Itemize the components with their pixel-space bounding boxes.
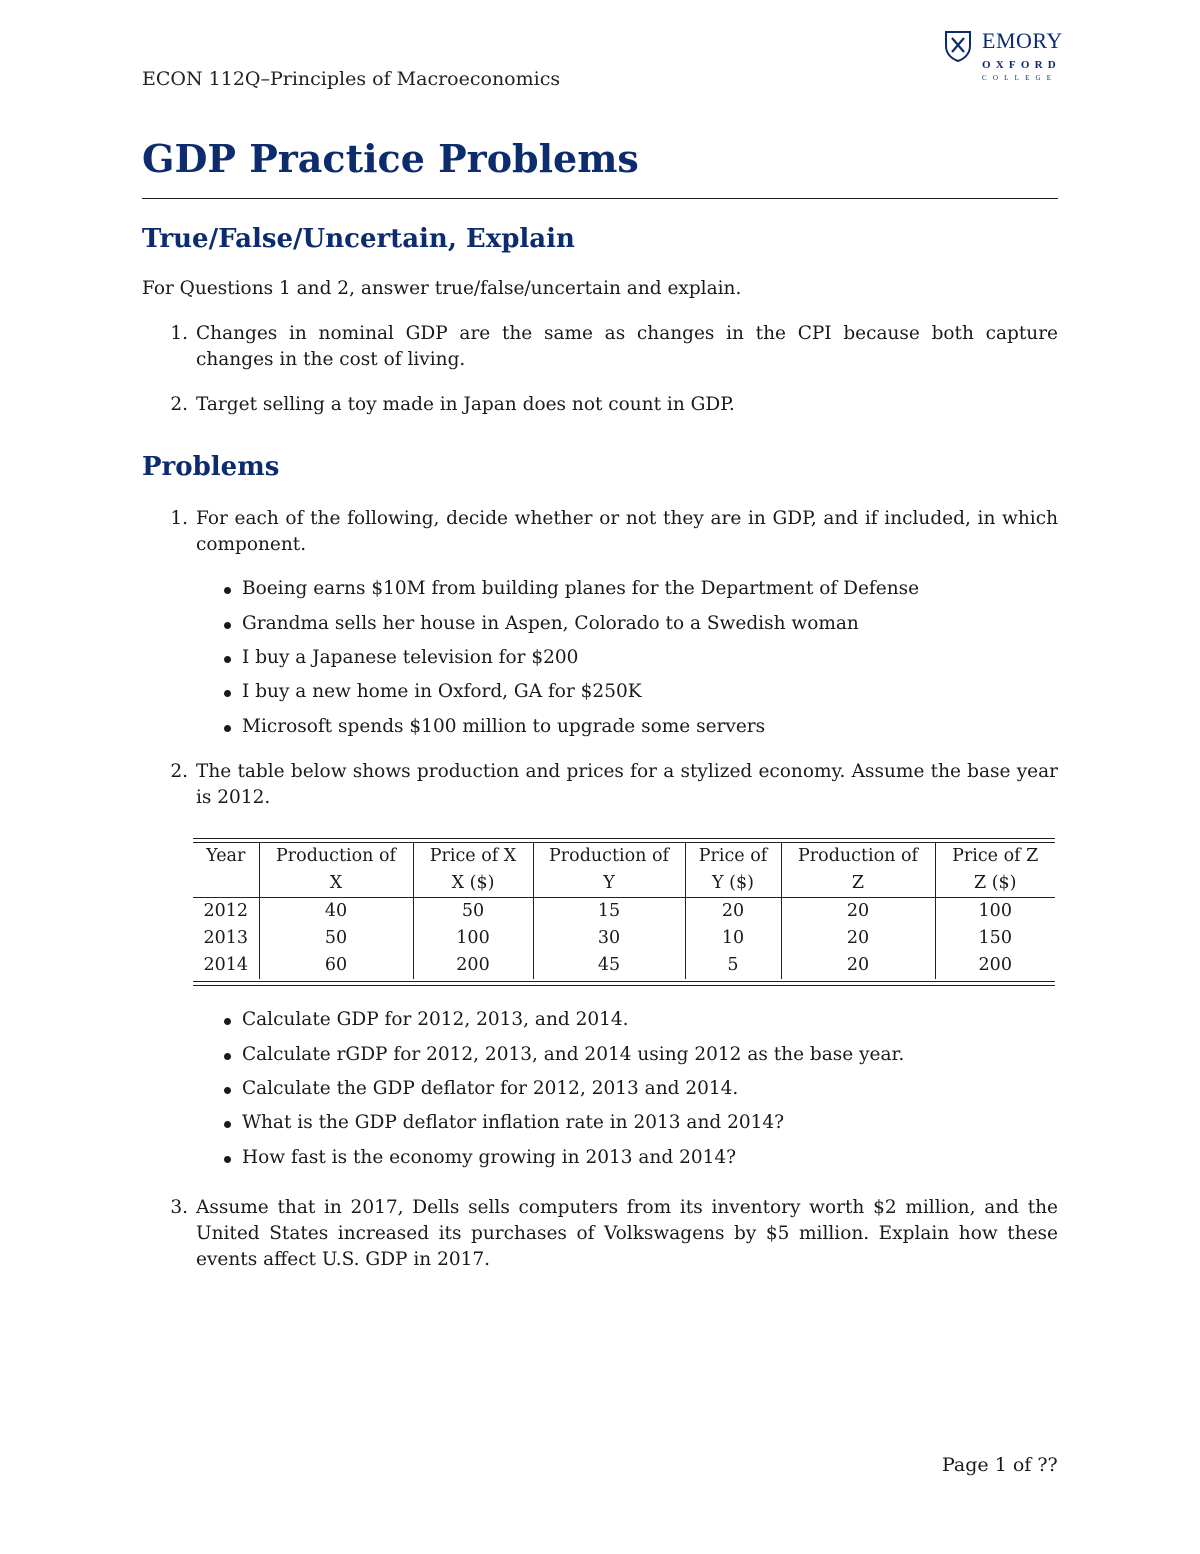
item-text: The table below shows production and prices for a stylized economy. Assume the base year is 2012. xyxy=(196,761,1058,808)
table-cell: 2012 xyxy=(203,901,249,921)
table-header-row xyxy=(193,870,1055,898)
shield-icon xyxy=(944,30,972,62)
column-header: Year xyxy=(193,843,259,871)
column-header: Production of xyxy=(533,843,685,871)
table-cell: 40 xyxy=(259,898,413,926)
production-price-table xyxy=(193,842,1055,979)
table-cell: 15 xyxy=(533,898,685,926)
column-header: Production of xyxy=(259,843,413,871)
table-cell: 50 xyxy=(259,925,413,952)
bullet-icon xyxy=(224,1018,231,1025)
column-header: Price of Z xyxy=(935,843,1055,871)
table-cell: 200 xyxy=(413,952,533,979)
table-cell: 50 xyxy=(413,898,533,926)
item-text: For each of the following, decide whether or not they are in GDP, and if included, in which component. xyxy=(196,508,1058,555)
course-header: ECON 112Q–Principles of Macroeconomics xyxy=(142,68,561,90)
bullet-icon xyxy=(224,1156,231,1163)
document-page: ECON 112Q–Principles of Macroeconomics EMORY OXFORD COLLEGE GDP Practice Problems True/False/Uncertain, Explain For Questions 1 and 2, answer true/false/uncertain and explain. 1. Changes in nominal GDP are the same as changes in the CPI because both capture changes in the cost of living. 2. Target selling a toy made in Japan does not count in GDP. Problems 1. For each of the following, decide whether or not they are in GDP, and if included, in which component. Boeing earns $10M from building planes for the Department of Defense Grandma sells her house in Aspen, Colorado to a Swedish woman I buy a Japanese television for $200 I buy a new home in Oxford, GA for $250K Microsoft spends $100 million to upgrade some servers 2. The table below shows production and prices for a stylized economy. Assume the base year is 2012. Year Production of Price of X Production of Price of Production of Price of Z X X ($) Y Y ($) Z Z ($) 2012 40 50 15 20 20 100 2013 50 100 30 10 20 150 2014 60 200 45 5 20 200 Calculate GDP for 2012, 2013, and 2014. Calculate rGDP for 2012, 2013, and 2014 using 2012 as the base year. Calculate the GDP deflator for 2012, 2013 and 2014. What is the GDP deflator inflation rate in 2013 and 2014? How fast is the economy growing in 2013 and 2014? 3. Assume that in 2017, Dells sells computers from its inventory worth $2 million, and the United States increased its purchases of Volkswagens by $5 million. Explain how these events affect U.S. GDP in 2017. Page 1 of ?? xyxy=(142,28,1063,1476)
tfu-heading: True/False/Uncertain, Explain xyxy=(142,224,575,254)
bullet-icon xyxy=(224,1053,231,1060)
page-number: Page 1 of ?? xyxy=(942,1454,1058,1476)
table-cell: 150 xyxy=(935,925,1055,952)
table-cell: 100 xyxy=(935,898,1055,926)
table-cell: 2013 xyxy=(203,928,249,948)
bullet-icon xyxy=(224,587,231,594)
table-cell: 30 xyxy=(533,925,685,952)
bullet-icon xyxy=(224,725,231,732)
table-row xyxy=(193,925,1055,952)
item-text: Target selling a toy made in Japan does not count in GDP. xyxy=(196,394,735,415)
column-header: X ($) xyxy=(413,870,533,898)
column-header: Z xyxy=(781,870,935,898)
table-bottom-rule xyxy=(193,985,1055,986)
item-number: 1. xyxy=(170,508,188,529)
page-title: GDP Practice Problems xyxy=(142,136,639,181)
table-cell: 100 xyxy=(413,925,533,952)
bullet-icon xyxy=(224,1087,231,1094)
table-cell: 20 xyxy=(781,952,935,979)
column-header: X xyxy=(259,870,413,898)
item-text: Changes in nominal GDP are the same as changes in the CPI because both capture changes in the cost of living. xyxy=(196,323,1058,370)
bullet-icon xyxy=(224,656,231,663)
table-header-row xyxy=(193,843,1055,871)
item-text: Assume that in 2017, Dells sells computers from its inventory worth $2 million, and the United States increased its purchases of Volkswagens by $5 million. Explain how these events affect U.S. GDP in 2017. xyxy=(196,1197,1058,1270)
tfu-intro: For Questions 1 and 2, answer true/false/uncertain and explain. xyxy=(142,278,742,299)
table-cell: 200 xyxy=(935,952,1055,979)
table-cell: 20 xyxy=(781,925,935,952)
column-header: Price of xyxy=(685,843,781,871)
emory-oxford-logo xyxy=(944,28,1063,88)
table-bottom-rule xyxy=(193,981,1055,982)
bullet-icon xyxy=(224,622,231,629)
table-row xyxy=(193,898,1055,926)
table-row xyxy=(193,952,1055,979)
logo-emory-text: EMORY xyxy=(982,28,1063,53)
table-cell: 5 xyxy=(685,952,781,979)
column-header: Production of xyxy=(781,843,935,871)
item-number: 2. xyxy=(170,394,188,415)
title-rule xyxy=(142,198,1058,199)
table-cell: 60 xyxy=(259,952,413,979)
column-header: Y xyxy=(533,870,685,898)
column-header: Z ($) xyxy=(935,870,1055,898)
item-number: 3. xyxy=(170,1197,188,1218)
item-number: 2. xyxy=(170,761,188,782)
logo-oxford-text: OXFORD xyxy=(982,59,1061,71)
table-cell: 20 xyxy=(685,898,781,926)
column-header xyxy=(193,870,259,898)
table-cell: 2014 xyxy=(203,955,249,975)
bullet-icon xyxy=(224,690,231,697)
item-number: 1. xyxy=(170,323,188,344)
table-cell: 45 xyxy=(533,952,685,979)
table-cell: 20 xyxy=(781,898,935,926)
problems-heading: Problems xyxy=(142,452,280,482)
bullet-icon xyxy=(224,1121,231,1128)
logo-college-text: COLLEGE xyxy=(982,74,1058,82)
column-header: Price of X xyxy=(413,843,533,871)
table-top-rule xyxy=(193,838,1055,839)
table-cell: 10 xyxy=(685,925,781,952)
column-header: Y ($) xyxy=(685,870,781,898)
